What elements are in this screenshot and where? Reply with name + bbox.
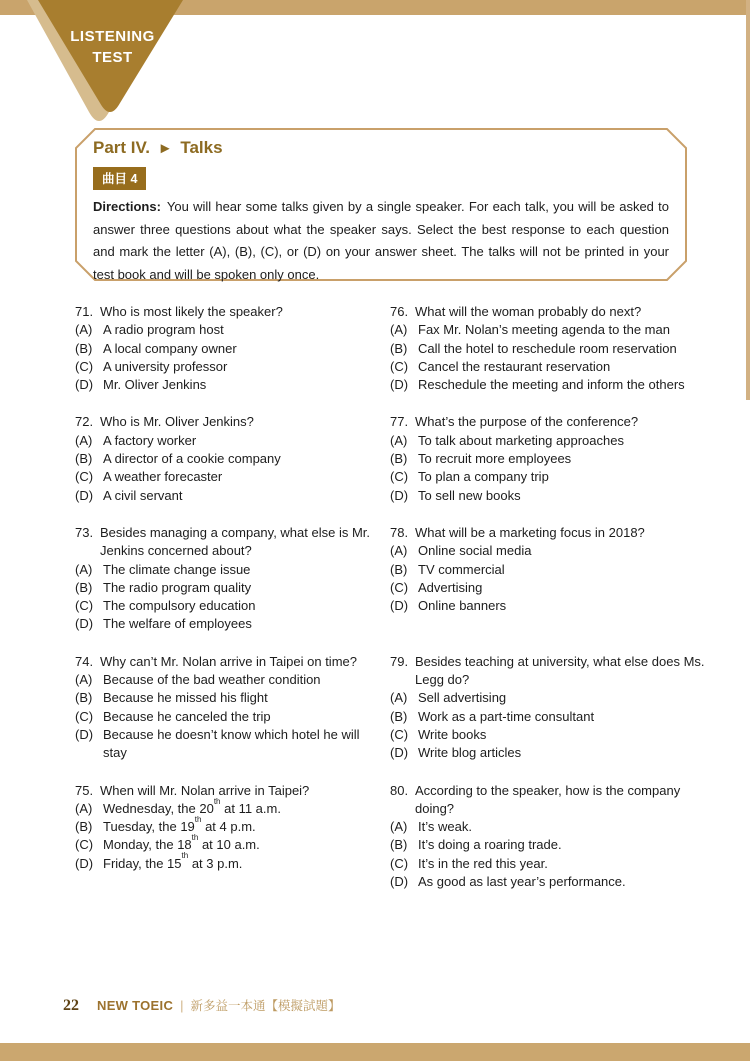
directions-label: Directions: <box>93 199 161 214</box>
question-72 <box>75 413 385 504</box>
option-B <box>390 708 720 726</box>
option-C <box>390 358 720 376</box>
option-A <box>75 321 385 339</box>
option-D <box>75 487 385 505</box>
ordinal-suffix: th <box>191 833 199 843</box>
option-text: The climate change issue <box>103 561 251 577</box>
option-label: (D) <box>75 855 94 871</box>
option-label: (C) <box>75 837 94 853</box>
question-text: Who is most likely the speaker? <box>100 304 283 319</box>
option-B <box>390 836 720 854</box>
question-stem <box>390 653 720 690</box>
option-text: To talk about marketing approaches <box>418 432 624 448</box>
question-number: 79. <box>390 653 409 669</box>
option-D <box>390 597 720 615</box>
ordinal-suffix: th <box>194 814 202 824</box>
option-label: (A) <box>390 690 408 706</box>
question-stem <box>75 653 385 671</box>
option-B <box>75 340 385 358</box>
option-label: (B) <box>75 819 93 835</box>
option-A <box>75 432 385 450</box>
option-text: As good as last year’s performance. <box>418 874 626 890</box>
ribbon-label-line2: TEST <box>92 49 133 66</box>
option-label: (C) <box>390 579 409 595</box>
question-number: 74. <box>75 653 94 669</box>
option-text: Because he doesn’t know which hotel he will stay <box>103 726 360 761</box>
option-D <box>75 615 385 633</box>
option-label: (D) <box>390 598 409 614</box>
part-name: Talks <box>180 138 223 157</box>
question-74 <box>75 653 385 763</box>
option-text: Call the hotel to reschedule room reservation <box>418 340 677 356</box>
question-79 <box>390 653 720 763</box>
directions-text: You will hear some talks given by a single speaker. For each talk, you will be asked to answer three questions about what the speaker says. Select the best response to each question and mark the letter (A), (B), (C), or (D) on your answer sheet. The talks will not be printed in your test book and will be spoken only once. <box>93 199 669 282</box>
question-number: 73. <box>75 524 94 540</box>
option-text: Reschedule the meeting and inform the others <box>418 377 685 393</box>
option-text: Wednesday, the 20th at 11 a.m. <box>103 796 281 816</box>
option-text: The welfare of employees <box>103 616 252 632</box>
option-label: (D) <box>75 487 94 503</box>
option-label: (B) <box>390 837 408 853</box>
option-B <box>75 579 385 597</box>
question-stem <box>390 413 720 431</box>
option-label: (A) <box>75 561 93 577</box>
question-stem <box>75 303 385 321</box>
question-number: 71. <box>75 304 94 319</box>
option-text: Work as a part-time consultant <box>418 708 595 724</box>
option-label: (B) <box>390 340 408 356</box>
right-pointer-icon: ► <box>157 140 173 157</box>
question-number: 76. <box>390 304 409 319</box>
option-text: Write books <box>418 726 487 742</box>
option-text: A civil servant <box>103 487 183 503</box>
option-text: A radio program host <box>103 322 224 338</box>
track-badge: 曲目 4 <box>93 167 146 190</box>
option-label: (C) <box>390 855 409 871</box>
option-text: Tuesday, the 19th at 4 p.m. <box>103 814 256 835</box>
option-A <box>390 818 720 836</box>
option-text: Cancel the restaurant reservation <box>418 358 611 374</box>
option-label: (A) <box>390 543 408 559</box>
option-A <box>390 432 720 450</box>
directions-box <box>75 128 687 281</box>
question-number: 75. <box>75 782 94 798</box>
option-text: Online banners <box>418 598 507 614</box>
option-text: Because he missed his flight <box>103 690 268 706</box>
option-D <box>390 873 720 891</box>
question-80 <box>390 782 720 892</box>
question-75 <box>75 782 385 892</box>
book-title: NEW TOEIC <box>97 998 174 1013</box>
book-subtitle: 新多益一本通【模擬試題】 <box>190 999 341 1013</box>
part-title <box>93 138 669 158</box>
option-label: (A) <box>75 800 93 816</box>
footer-separator: | <box>180 998 184 1013</box>
option-A <box>75 671 385 689</box>
option-text: It’s in the red this year. <box>418 855 548 871</box>
question-number: 80. <box>390 782 409 798</box>
option-A <box>75 561 385 579</box>
option-label: (A) <box>390 819 408 835</box>
question-stem <box>390 303 720 321</box>
option-label: (A) <box>75 322 93 338</box>
option-D <box>75 851 385 873</box>
option-B <box>390 340 720 358</box>
option-D <box>75 376 385 394</box>
option-text: Sell advertising <box>418 690 507 706</box>
question-number: 77. <box>390 414 409 430</box>
option-C <box>75 833 385 854</box>
option-label: (C) <box>75 598 94 614</box>
option-D <box>390 487 720 505</box>
option-B <box>390 561 720 579</box>
option-B <box>75 689 385 707</box>
ribbon-label <box>55 26 170 68</box>
option-D <box>75 726 385 763</box>
option-label: (D) <box>390 745 409 761</box>
question-stem <box>75 413 385 431</box>
option-label: (D) <box>75 377 94 393</box>
option-text: The radio program quality <box>103 579 252 595</box>
option-label: (A) <box>390 322 408 338</box>
option-text: Fax Mr. Nolan’s meeting agenda to the man <box>418 322 670 338</box>
option-text: Monday, the 18th at 10 a.m. <box>103 833 260 853</box>
option-C <box>390 468 720 486</box>
option-label: (D) <box>390 874 409 890</box>
option-C <box>75 708 385 726</box>
question-text: Besides teaching at university, what else does Ms. Legg do? <box>415 653 705 688</box>
right-decor-stripe <box>746 0 750 400</box>
option-label: (D) <box>75 616 94 632</box>
option-A <box>390 542 720 560</box>
option-text: It’s doing a roaring trade. <box>418 837 562 853</box>
option-label: (D) <box>75 726 94 742</box>
bottom-decor-bar <box>0 1043 750 1061</box>
option-label: (C) <box>75 358 94 374</box>
option-label: (C) <box>390 726 409 742</box>
question-76 <box>390 303 720 394</box>
option-label: (A) <box>75 432 93 448</box>
question-text: According to the speaker, how is the company doing? <box>415 782 681 816</box>
option-text: Because of the bad weather condition <box>103 672 321 688</box>
option-text: To plan a company trip <box>418 469 549 485</box>
question-text: What’s the purpose of the conference? <box>415 414 639 430</box>
option-text: A factory worker <box>103 432 197 448</box>
question-stem <box>390 524 720 542</box>
question-text: Why can’t Mr. Nolan arrive in Taipei on time? <box>100 653 357 669</box>
option-text: A director of a cookie company <box>103 451 281 467</box>
option-D <box>390 376 720 394</box>
option-label: (C) <box>75 708 94 724</box>
question-number: 78. <box>390 524 409 540</box>
option-label: (C) <box>390 358 409 374</box>
question-78 <box>390 524 720 634</box>
question-stem <box>75 524 385 561</box>
option-text: Online social media <box>418 543 532 559</box>
question-text: Besides managing a company, what else is Mr. Jenkins concerned about? <box>100 524 371 559</box>
option-label: (D) <box>390 377 409 393</box>
option-text: A local company owner <box>103 340 237 356</box>
option-A <box>390 689 720 707</box>
option-D <box>390 744 720 762</box>
question-71 <box>75 303 385 394</box>
question-stem <box>75 782 385 800</box>
option-label: (D) <box>390 487 409 503</box>
ribbon-triangle-icon <box>25 0 200 140</box>
option-B <box>75 450 385 468</box>
option-B <box>390 450 720 468</box>
question-73 <box>75 524 385 634</box>
option-C <box>390 726 720 744</box>
option-label: (B) <box>75 690 93 706</box>
option-text: It’s weak. <box>418 819 472 835</box>
ordinal-suffix: th <box>213 796 221 806</box>
option-text: To sell new books <box>418 487 521 503</box>
option-label: (C) <box>390 469 409 485</box>
option-label: (B) <box>75 451 93 467</box>
option-B <box>75 814 385 836</box>
part-number: Part IV. <box>93 138 151 157</box>
ordinal-suffix: th <box>181 851 189 861</box>
option-C <box>75 597 385 615</box>
option-text: Write blog articles <box>418 745 522 761</box>
ribbon-label-line1: LISTENING <box>70 28 155 45</box>
option-text: A weather forecaster <box>103 469 223 485</box>
option-text: TV commercial <box>418 561 505 577</box>
question-text: When will Mr. Nolan arrive in Taipei? <box>100 782 310 798</box>
question-number: 72. <box>75 414 94 430</box>
page-number: 22 <box>63 997 79 1014</box>
option-C <box>390 855 720 873</box>
option-label: (A) <box>75 672 93 688</box>
page-footer <box>63 996 341 1015</box>
option-label: (A) <box>390 432 408 448</box>
question-text: What will be a marketing focus in 2018? <box>415 524 645 540</box>
option-C <box>390 579 720 597</box>
option-label: (B) <box>390 561 408 577</box>
option-text: Friday, the 15th at 3 p.m. <box>103 851 243 871</box>
option-A <box>75 796 385 818</box>
question-stem <box>390 782 720 819</box>
option-label: (B) <box>390 708 408 724</box>
option-A <box>390 321 720 339</box>
question-text: Who is Mr. Oliver Jenkins? <box>100 414 254 430</box>
option-text: Advertising <box>418 579 483 595</box>
directions-paragraph <box>93 196 669 286</box>
option-C <box>75 468 385 486</box>
option-text: Mr. Oliver Jenkins <box>103 377 207 393</box>
option-label: (B) <box>75 340 93 356</box>
question-77 <box>390 413 720 504</box>
questions-section <box>75 303 720 891</box>
option-text: A university professor <box>103 358 228 374</box>
option-text: Because he canceled the trip <box>103 708 271 724</box>
question-text: What will the woman probably do next? <box>415 304 642 319</box>
option-label: (C) <box>75 469 94 485</box>
option-C <box>75 358 385 376</box>
option-text: The compulsory education <box>103 598 256 614</box>
option-label: (B) <box>75 579 93 595</box>
option-label: (B) <box>390 451 408 467</box>
option-text: To recruit more employees <box>418 451 572 467</box>
listening-test-ribbon <box>25 0 200 140</box>
